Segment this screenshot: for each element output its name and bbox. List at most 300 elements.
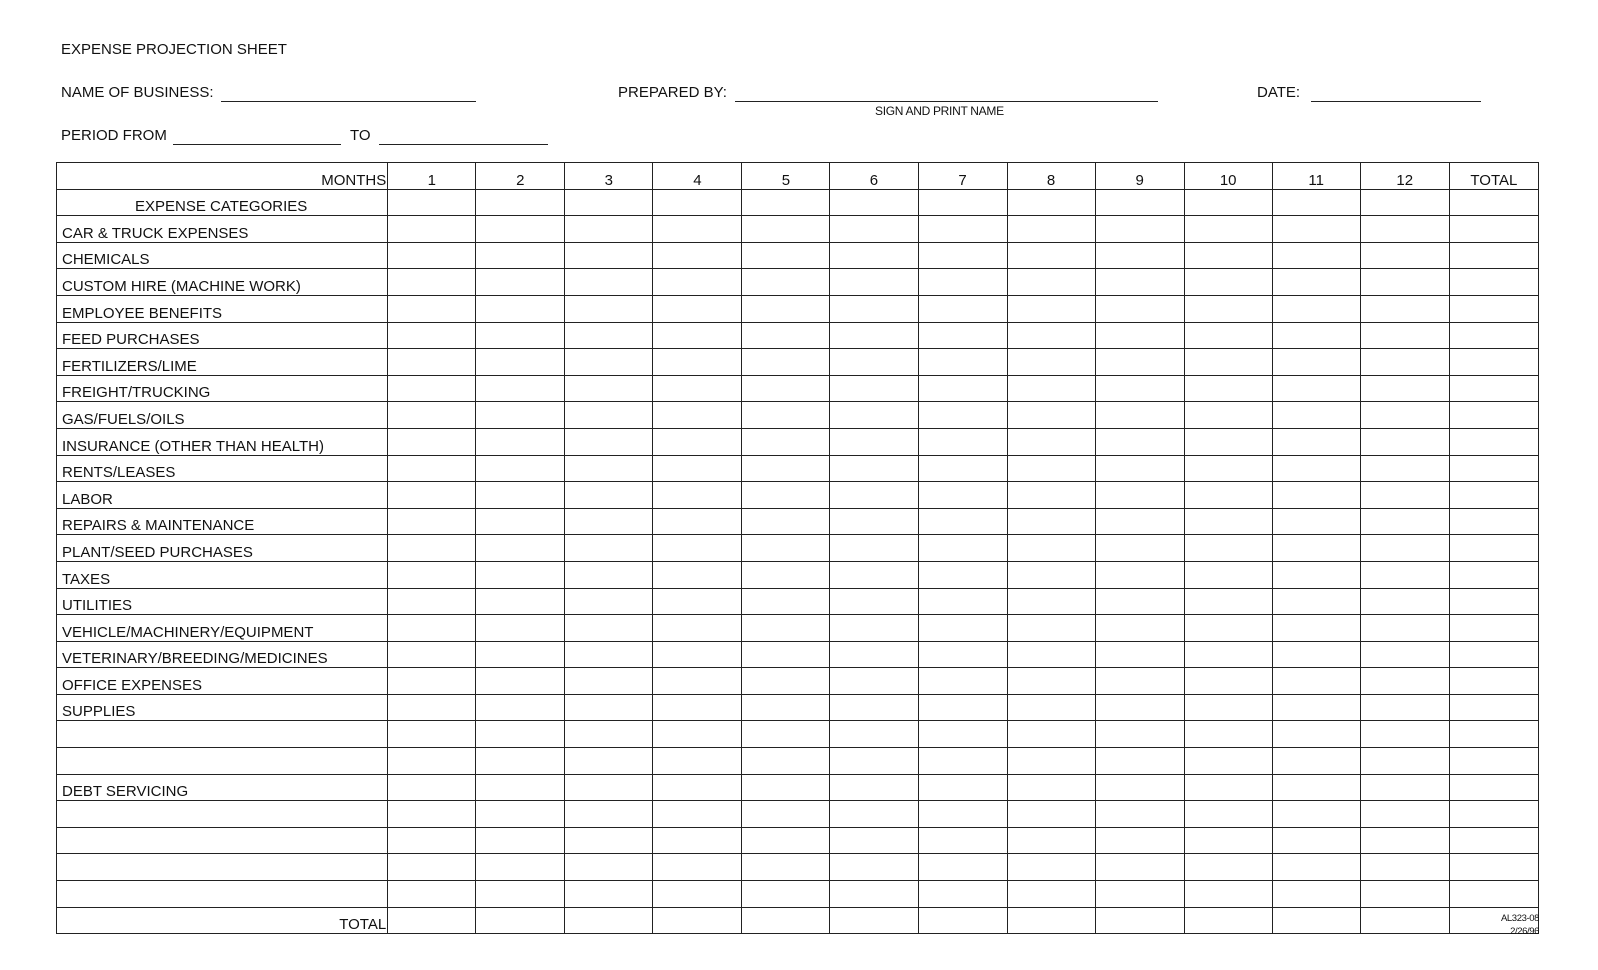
cell-row-22-month-11[interactable]	[1272, 774, 1360, 801]
cell-row-8-total[interactable]	[1449, 402, 1538, 429]
cell-row-9-month-2[interactable]	[476, 428, 565, 455]
cell-row-12-month-10[interactable]	[1184, 508, 1272, 535]
cell-row-26-month-8[interactable]	[1007, 881, 1095, 908]
cell-row-5-month-11[interactable]	[1272, 322, 1360, 349]
cell-row-9-month-11[interactable]	[1272, 428, 1360, 455]
cell-row-16-month-10[interactable]	[1184, 615, 1272, 642]
cell-row-1-month-10[interactable]	[1184, 216, 1272, 243]
cell-row-7-month-8[interactable]	[1007, 375, 1095, 402]
cell-row-10-month-5[interactable]	[742, 455, 830, 482]
cell-row-25-month-8[interactable]	[1007, 854, 1095, 881]
cell-row-10-month-6[interactable]	[830, 455, 918, 482]
cell-row-7-month-2[interactable]	[476, 375, 565, 402]
cell-row-17-month-4[interactable]	[653, 641, 742, 668]
cell-heading-month-11[interactable]	[1272, 189, 1360, 216]
cell-row-15-month-7[interactable]	[918, 588, 1007, 615]
cell-row-9-month-5[interactable]	[742, 428, 830, 455]
cell-row-21-month-7[interactable]	[918, 748, 1007, 775]
cell-row-3-month-6[interactable]	[830, 269, 918, 296]
cell-row-22-month-4[interactable]	[653, 774, 742, 801]
cell-row-13-month-5[interactable]	[742, 535, 830, 562]
cell-row-23-month-4[interactable]	[653, 801, 742, 828]
cell-row-18-month-12[interactable]	[1360, 668, 1449, 695]
cell-row-7-month-5[interactable]	[742, 375, 830, 402]
cell-row-1-month-6[interactable]	[830, 216, 918, 243]
cell-row-1-month-12[interactable]	[1360, 216, 1449, 243]
cell-row-15-month-6[interactable]	[830, 588, 918, 615]
cell-row-3-month-1[interactable]	[388, 269, 476, 296]
cell-row-18-month-5[interactable]	[742, 668, 830, 695]
cell-row-19-month-1[interactable]	[388, 694, 476, 721]
cell-row-9-month-4[interactable]	[653, 428, 742, 455]
cell-row-1-month-9[interactable]	[1095, 216, 1184, 243]
cell-row-18-month-6[interactable]	[830, 668, 918, 695]
cell-row-4-month-11[interactable]	[1272, 295, 1360, 322]
cell-row-14-month-10[interactable]	[1184, 561, 1272, 588]
cell-row-21-month-8[interactable]	[1007, 748, 1095, 775]
cell-row-22-month-7[interactable]	[918, 774, 1007, 801]
cell-total-month-10[interactable]	[1184, 907, 1272, 934]
cell-row-15-month-11[interactable]	[1272, 588, 1360, 615]
cell-row-20-month-2[interactable]	[476, 721, 565, 748]
cell-heading-month-8[interactable]	[1007, 189, 1095, 216]
cell-row-17-month-10[interactable]	[1184, 641, 1272, 668]
cell-row-12-month-2[interactable]	[476, 508, 565, 535]
cell-row-2-month-4[interactable]	[653, 242, 742, 269]
cell-row-24-month-3[interactable]	[565, 827, 653, 854]
cell-row-17-month-12[interactable]	[1360, 641, 1449, 668]
cell-row-26-month-5[interactable]	[742, 881, 830, 908]
cell-row-23-month-6[interactable]	[830, 801, 918, 828]
cell-row-21-month-4[interactable]	[653, 748, 742, 775]
cell-row-13-month-4[interactable]	[653, 535, 742, 562]
cell-row-1-month-5[interactable]	[742, 216, 830, 243]
cell-row-22-month-1[interactable]	[388, 774, 476, 801]
cell-row-11-month-12[interactable]	[1360, 482, 1449, 509]
cell-row-2-month-8[interactable]	[1007, 242, 1095, 269]
cell-row-6-month-3[interactable]	[565, 349, 653, 376]
cell-row-19-month-5[interactable]	[742, 694, 830, 721]
cell-row-4-month-1[interactable]	[388, 295, 476, 322]
cell-row-6-month-1[interactable]	[388, 349, 476, 376]
cell-row-10-month-7[interactable]	[918, 455, 1007, 482]
cell-row-12-month-5[interactable]	[742, 508, 830, 535]
cell-row-10-total[interactable]	[1449, 455, 1538, 482]
cell-row-17-month-9[interactable]	[1095, 641, 1184, 668]
cell-row-15-month-12[interactable]	[1360, 588, 1449, 615]
cell-row-4-month-12[interactable]	[1360, 295, 1449, 322]
cell-row-5-month-6[interactable]	[830, 322, 918, 349]
cell-row-8-month-9[interactable]	[1095, 402, 1184, 429]
cell-row-25-month-4[interactable]	[653, 854, 742, 881]
cell-row-16-month-4[interactable]	[653, 615, 742, 642]
cell-row-22-month-10[interactable]	[1184, 774, 1272, 801]
category-label[interactable]	[57, 748, 388, 775]
cell-row-21-month-5[interactable]	[742, 748, 830, 775]
cell-row-20-month-3[interactable]	[565, 721, 653, 748]
cell-row-6-month-7[interactable]	[918, 349, 1007, 376]
cell-total-month-3[interactable]	[565, 907, 653, 934]
cell-row-19-month-8[interactable]	[1007, 694, 1095, 721]
cell-row-23-month-1[interactable]	[388, 801, 476, 828]
cell-row-25-month-12[interactable]	[1360, 854, 1449, 881]
cell-row-16-month-12[interactable]	[1360, 615, 1449, 642]
cell-row-21-month-2[interactable]	[476, 748, 565, 775]
cell-row-26-month-9[interactable]	[1095, 881, 1184, 908]
cell-row-11-month-7[interactable]	[918, 482, 1007, 509]
cell-row-13-total[interactable]	[1449, 535, 1538, 562]
cell-row-14-month-11[interactable]	[1272, 561, 1360, 588]
cell-row-10-month-9[interactable]	[1095, 455, 1184, 482]
cell-row-20-month-10[interactable]	[1184, 721, 1272, 748]
cell-row-18-month-8[interactable]	[1007, 668, 1095, 695]
cell-row-8-month-12[interactable]	[1360, 402, 1449, 429]
cell-row-8-month-8[interactable]	[1007, 402, 1095, 429]
cell-row-2-month-3[interactable]	[565, 242, 653, 269]
cell-row-10-month-2[interactable]	[476, 455, 565, 482]
cell-row-25-month-9[interactable]	[1095, 854, 1184, 881]
cell-row-23-month-3[interactable]	[565, 801, 653, 828]
cell-row-2-month-11[interactable]	[1272, 242, 1360, 269]
cell-row-21-month-3[interactable]	[565, 748, 653, 775]
cell-row-25-month-3[interactable]	[565, 854, 653, 881]
cell-row-25-month-11[interactable]	[1272, 854, 1360, 881]
cell-row-17-month-8[interactable]	[1007, 641, 1095, 668]
cell-row-7-total[interactable]	[1449, 375, 1538, 402]
cell-row-14-month-4[interactable]	[653, 561, 742, 588]
cell-row-22-month-9[interactable]	[1095, 774, 1184, 801]
cell-row-23-month-7[interactable]	[918, 801, 1007, 828]
cell-total-month-7[interactable]	[918, 907, 1007, 934]
cell-row-13-month-6[interactable]	[830, 535, 918, 562]
cell-row-19-month-3[interactable]	[565, 694, 653, 721]
cell-row-8-month-6[interactable]	[830, 402, 918, 429]
cell-heading-month-7[interactable]	[918, 189, 1007, 216]
cell-row-26-month-6[interactable]	[830, 881, 918, 908]
cell-row-5-month-10[interactable]	[1184, 322, 1272, 349]
cell-row-24-month-6[interactable]	[830, 827, 918, 854]
cell-row-1-month-8[interactable]	[1007, 216, 1095, 243]
cell-row-13-month-11[interactable]	[1272, 535, 1360, 562]
cell-row-15-month-9[interactable]	[1095, 588, 1184, 615]
cell-row-10-month-12[interactable]	[1360, 455, 1449, 482]
cell-row-5-total[interactable]	[1449, 322, 1538, 349]
cell-row-12-month-1[interactable]	[388, 508, 476, 535]
cell-row-19-month-4[interactable]	[653, 694, 742, 721]
cell-row-13-month-7[interactable]	[918, 535, 1007, 562]
cell-row-8-month-3[interactable]	[565, 402, 653, 429]
cell-row-8-month-11[interactable]	[1272, 402, 1360, 429]
cell-row-13-month-8[interactable]	[1007, 535, 1095, 562]
cell-row-26-total[interactable]	[1449, 881, 1538, 908]
cell-row-19-month-9[interactable]	[1095, 694, 1184, 721]
cell-row-6-month-8[interactable]	[1007, 349, 1095, 376]
cell-row-18-month-3[interactable]	[565, 668, 653, 695]
cell-row-16-total[interactable]	[1449, 615, 1538, 642]
cell-row-19-month-12[interactable]	[1360, 694, 1449, 721]
cell-row-4-month-4[interactable]	[653, 295, 742, 322]
cell-row-6-month-5[interactable]	[742, 349, 830, 376]
cell-row-20-month-6[interactable]	[830, 721, 918, 748]
cell-row-15-total[interactable]	[1449, 588, 1538, 615]
cell-row-21-month-1[interactable]	[388, 748, 476, 775]
cell-row-19-month-2[interactable]	[476, 694, 565, 721]
cell-row-16-month-6[interactable]	[830, 615, 918, 642]
cell-total-month-9[interactable]	[1095, 907, 1184, 934]
cell-row-5-month-8[interactable]	[1007, 322, 1095, 349]
cell-row-18-month-9[interactable]	[1095, 668, 1184, 695]
cell-row-14-total[interactable]	[1449, 561, 1538, 588]
cell-row-4-month-6[interactable]	[830, 295, 918, 322]
cell-row-8-month-7[interactable]	[918, 402, 1007, 429]
period-to-field[interactable]	[379, 144, 548, 145]
cell-row-16-month-3[interactable]	[565, 615, 653, 642]
cell-row-12-month-6[interactable]	[830, 508, 918, 535]
cell-row-11-month-2[interactable]	[476, 482, 565, 509]
cell-row-4-month-9[interactable]	[1095, 295, 1184, 322]
cell-row-26-month-2[interactable]	[476, 881, 565, 908]
cell-row-15-month-10[interactable]	[1184, 588, 1272, 615]
cell-row-10-month-1[interactable]	[388, 455, 476, 482]
cell-row-6-month-10[interactable]	[1184, 349, 1272, 376]
cell-row-6-month-2[interactable]	[476, 349, 565, 376]
cell-row-1-total[interactable]	[1449, 216, 1538, 243]
cell-row-26-month-12[interactable]	[1360, 881, 1449, 908]
cell-row-20-month-1[interactable]	[388, 721, 476, 748]
cell-row-3-month-7[interactable]	[918, 269, 1007, 296]
cell-row-7-month-4[interactable]	[653, 375, 742, 402]
cell-row-20-month-7[interactable]	[918, 721, 1007, 748]
cell-row-9-month-3[interactable]	[565, 428, 653, 455]
cell-heading-month-4[interactable]	[653, 189, 742, 216]
cell-row-11-month-6[interactable]	[830, 482, 918, 509]
cell-row-16-month-11[interactable]	[1272, 615, 1360, 642]
cell-row-21-month-9[interactable]	[1095, 748, 1184, 775]
cell-row-19-total[interactable]	[1449, 694, 1538, 721]
category-label[interactable]	[57, 827, 388, 854]
cell-row-22-month-5[interactable]	[742, 774, 830, 801]
cell-row-8-month-10[interactable]	[1184, 402, 1272, 429]
cell-total-month-8[interactable]	[1007, 907, 1095, 934]
cell-row-20-month-8[interactable]	[1007, 721, 1095, 748]
cell-row-25-month-6[interactable]	[830, 854, 918, 881]
cell-row-15-month-2[interactable]	[476, 588, 565, 615]
cell-row-12-month-9[interactable]	[1095, 508, 1184, 535]
cell-row-4-month-10[interactable]	[1184, 295, 1272, 322]
cell-row-7-month-3[interactable]	[565, 375, 653, 402]
cell-heading-month-5[interactable]	[742, 189, 830, 216]
cell-row-12-month-12[interactable]	[1360, 508, 1449, 535]
cell-row-23-month-5[interactable]	[742, 801, 830, 828]
cell-row-2-month-5[interactable]	[742, 242, 830, 269]
cell-total-month-1[interactable]	[388, 907, 476, 934]
cell-row-4-month-5[interactable]	[742, 295, 830, 322]
category-label[interactable]	[57, 721, 388, 748]
cell-row-11-month-4[interactable]	[653, 482, 742, 509]
cell-row-24-month-8[interactable]	[1007, 827, 1095, 854]
cell-row-19-month-10[interactable]	[1184, 694, 1272, 721]
cell-row-3-month-8[interactable]	[1007, 269, 1095, 296]
cell-row-25-month-10[interactable]	[1184, 854, 1272, 881]
cell-row-21-month-6[interactable]	[830, 748, 918, 775]
cell-row-24-month-1[interactable]	[388, 827, 476, 854]
cell-row-3-month-9[interactable]	[1095, 269, 1184, 296]
cell-row-21-month-10[interactable]	[1184, 748, 1272, 775]
cell-row-11-total[interactable]	[1449, 482, 1538, 509]
cell-row-19-month-7[interactable]	[918, 694, 1007, 721]
cell-row-3-month-4[interactable]	[653, 269, 742, 296]
cell-row-22-month-3[interactable]	[565, 774, 653, 801]
cell-row-11-month-10[interactable]	[1184, 482, 1272, 509]
cell-row-6-month-4[interactable]	[653, 349, 742, 376]
cell-row-8-month-4[interactable]	[653, 402, 742, 429]
cell-row-24-month-5[interactable]	[742, 827, 830, 854]
cell-row-24-month-12[interactable]	[1360, 827, 1449, 854]
cell-total-month-2[interactable]	[476, 907, 565, 934]
cell-row-23-month-12[interactable]	[1360, 801, 1449, 828]
cell-row-25-month-5[interactable]	[742, 854, 830, 881]
cell-row-3-month-3[interactable]	[565, 269, 653, 296]
cell-row-22-total[interactable]	[1449, 774, 1538, 801]
cell-row-20-total[interactable]	[1449, 721, 1538, 748]
cell-row-3-month-12[interactable]	[1360, 269, 1449, 296]
cell-row-16-month-9[interactable]	[1095, 615, 1184, 642]
cell-row-6-month-12[interactable]	[1360, 349, 1449, 376]
cell-row-4-month-7[interactable]	[918, 295, 1007, 322]
cell-row-19-month-11[interactable]	[1272, 694, 1360, 721]
cell-row-17-month-11[interactable]	[1272, 641, 1360, 668]
cell-row-4-total[interactable]	[1449, 295, 1538, 322]
cell-row-17-month-3[interactable]	[565, 641, 653, 668]
cell-row-24-month-2[interactable]	[476, 827, 565, 854]
cell-row-7-month-9[interactable]	[1095, 375, 1184, 402]
cell-row-3-month-5[interactable]	[742, 269, 830, 296]
cell-row-21-month-11[interactable]	[1272, 748, 1360, 775]
cell-row-5-month-9[interactable]	[1095, 322, 1184, 349]
cell-row-12-month-4[interactable]	[653, 508, 742, 535]
cell-row-19-month-6[interactable]	[830, 694, 918, 721]
cell-row-9-month-1[interactable]	[388, 428, 476, 455]
cell-row-13-month-12[interactable]	[1360, 535, 1449, 562]
cell-row-3-month-10[interactable]	[1184, 269, 1272, 296]
cell-row-11-month-9[interactable]	[1095, 482, 1184, 509]
cell-row-26-month-11[interactable]	[1272, 881, 1360, 908]
cell-row-9-total[interactable]	[1449, 428, 1538, 455]
cell-row-15-month-4[interactable]	[653, 588, 742, 615]
cell-row-13-month-2[interactable]	[476, 535, 565, 562]
cell-row-10-month-10[interactable]	[1184, 455, 1272, 482]
cell-row-26-month-10[interactable]	[1184, 881, 1272, 908]
cell-row-2-month-7[interactable]	[918, 242, 1007, 269]
cell-row-18-month-4[interactable]	[653, 668, 742, 695]
cell-row-25-total[interactable]	[1449, 854, 1538, 881]
cell-row-22-month-8[interactable]	[1007, 774, 1095, 801]
cell-row-18-month-7[interactable]	[918, 668, 1007, 695]
cell-row-1-month-11[interactable]	[1272, 216, 1360, 243]
cell-row-5-month-12[interactable]	[1360, 322, 1449, 349]
cell-row-26-month-1[interactable]	[388, 881, 476, 908]
cell-row-10-month-11[interactable]	[1272, 455, 1360, 482]
cell-heading-month-1[interactable]	[388, 189, 476, 216]
cell-row-25-month-7[interactable]	[918, 854, 1007, 881]
cell-row-2-month-9[interactable]	[1095, 242, 1184, 269]
cell-heading-month-3[interactable]	[565, 189, 653, 216]
cell-row-20-month-12[interactable]	[1360, 721, 1449, 748]
category-label[interactable]	[57, 881, 388, 908]
category-label[interactable]	[57, 801, 388, 828]
cell-row-15-month-8[interactable]	[1007, 588, 1095, 615]
cell-row-23-month-11[interactable]	[1272, 801, 1360, 828]
cell-row-14-month-1[interactable]	[388, 561, 476, 588]
cell-row-20-month-5[interactable]	[742, 721, 830, 748]
cell-row-18-month-10[interactable]	[1184, 668, 1272, 695]
cell-row-22-month-12[interactable]	[1360, 774, 1449, 801]
cell-row-20-month-9[interactable]	[1095, 721, 1184, 748]
cell-row-26-month-7[interactable]	[918, 881, 1007, 908]
cell-row-3-month-11[interactable]	[1272, 269, 1360, 296]
cell-row-18-total[interactable]	[1449, 668, 1538, 695]
cell-row-14-month-6[interactable]	[830, 561, 918, 588]
cell-row-14-month-8[interactable]	[1007, 561, 1095, 588]
cell-row-1-month-3[interactable]	[565, 216, 653, 243]
cell-row-9-month-7[interactable]	[918, 428, 1007, 455]
cell-total-month-12[interactable]	[1360, 907, 1449, 934]
cell-row-2-month-10[interactable]	[1184, 242, 1272, 269]
cell-row-14-month-12[interactable]	[1360, 561, 1449, 588]
cell-row-10-month-3[interactable]	[565, 455, 653, 482]
cell-heading-month-2[interactable]	[476, 189, 565, 216]
cell-heading-month-6[interactable]	[830, 189, 918, 216]
date-field[interactable]	[1311, 101, 1481, 102]
cell-row-10-month-4[interactable]	[653, 455, 742, 482]
cell-row-5-month-3[interactable]	[565, 322, 653, 349]
cell-heading-month-10[interactable]	[1184, 189, 1272, 216]
cell-row-5-month-5[interactable]	[742, 322, 830, 349]
period-from-field[interactable]	[173, 144, 341, 145]
cell-row-23-month-2[interactable]	[476, 801, 565, 828]
cell-row-8-month-2[interactable]	[476, 402, 565, 429]
cell-row-15-month-1[interactable]	[388, 588, 476, 615]
cell-total-month-4[interactable]	[653, 907, 742, 934]
cell-row-13-month-10[interactable]	[1184, 535, 1272, 562]
cell-row-13-month-3[interactable]	[565, 535, 653, 562]
cell-row-7-month-12[interactable]	[1360, 375, 1449, 402]
cell-row-11-month-3[interactable]	[565, 482, 653, 509]
category-label[interactable]	[57, 854, 388, 881]
cell-row-3-total[interactable]	[1449, 269, 1538, 296]
cell-heading-month-9[interactable]	[1095, 189, 1184, 216]
cell-row-24-total[interactable]	[1449, 827, 1538, 854]
cell-row-14-month-3[interactable]	[565, 561, 653, 588]
cell-row-2-month-12[interactable]	[1360, 242, 1449, 269]
cell-row-14-month-7[interactable]	[918, 561, 1007, 588]
cell-row-23-month-9[interactable]	[1095, 801, 1184, 828]
cell-row-9-month-6[interactable]	[830, 428, 918, 455]
cell-row-16-month-2[interactable]	[476, 615, 565, 642]
cell-row-1-month-4[interactable]	[653, 216, 742, 243]
cell-row-11-month-1[interactable]	[388, 482, 476, 509]
cell-row-24-month-4[interactable]	[653, 827, 742, 854]
cell-row-22-month-6[interactable]	[830, 774, 918, 801]
cell-row-24-month-7[interactable]	[918, 827, 1007, 854]
cell-row-17-month-6[interactable]	[830, 641, 918, 668]
cell-row-6-month-6[interactable]	[830, 349, 918, 376]
cell-row-24-month-9[interactable]	[1095, 827, 1184, 854]
cell-row-11-month-11[interactable]	[1272, 482, 1360, 509]
cell-row-20-month-4[interactable]	[653, 721, 742, 748]
cell-row-16-month-7[interactable]	[918, 615, 1007, 642]
cell-row-14-month-9[interactable]	[1095, 561, 1184, 588]
